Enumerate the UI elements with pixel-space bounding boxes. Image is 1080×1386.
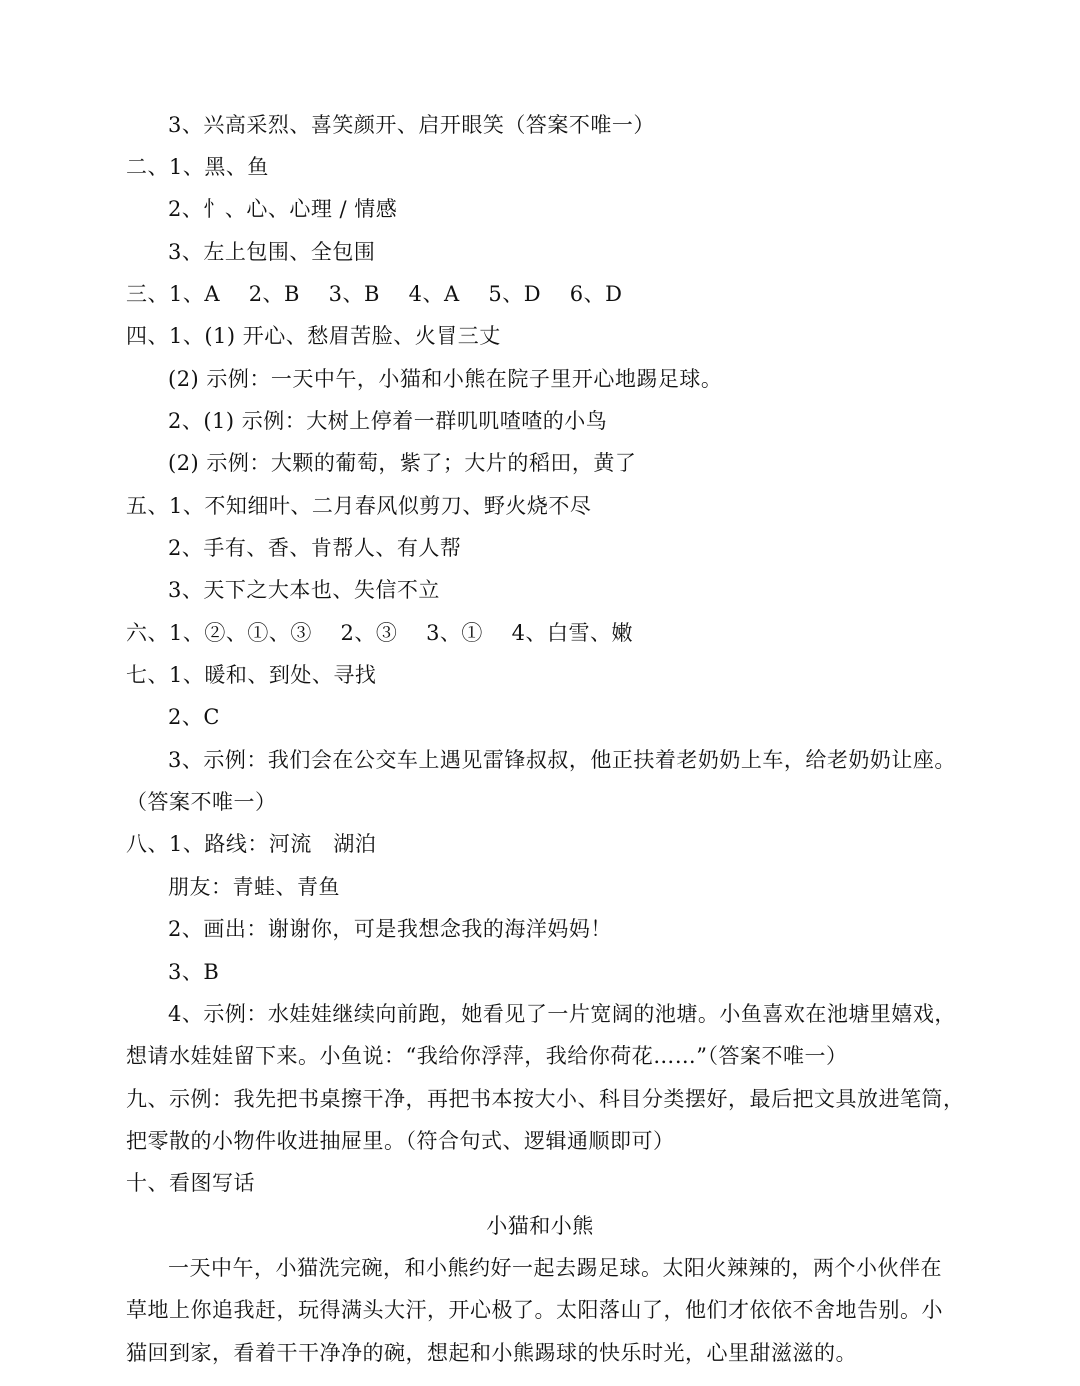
- answer-line: 想请水娃娃留下来。小鱼说：“我给你浮萍，我给你荷花……”（答案不唯一）: [126, 1044, 848, 1068]
- section-8-line: 八、1、路线：河流 湖泊: [126, 832, 377, 856]
- answer-line: (2) 示例：一天中午，小猫和小熊在院子里开心地踢足球。: [168, 367, 723, 391]
- answer-line: 2、画出：谢谢你，可是我想念我的海洋妈妈！: [168, 917, 612, 941]
- section-10-line: 十、看图写话: [126, 1171, 255, 1195]
- answer-line: 3、兴高采烈、喜笑颜开、启开眼笑（答案不唯一）: [168, 113, 655, 137]
- section-7-line: 七、1、暖和、到处、寻找: [126, 663, 377, 687]
- section-9-line: 九、示例：我先把书桌擦干净，再把书本按大小、科目分类摆好，最后把文具放进笔筒，: [126, 1087, 965, 1111]
- answer-line: 把零散的小物件收进抽屉里。（符合句式、逻辑通顺即可）: [126, 1129, 675, 1153]
- section-2-line: 二、1、黑、鱼: [126, 155, 269, 179]
- answer-line: （答案不唯一）: [126, 790, 277, 814]
- section-5-line: 五、1、不知细叶、二月春风似剪刀、野火烧不尽: [126, 494, 592, 518]
- essay-paragraph-line: 猫回到家，看着干干净净的碗，想起和小熊踢球的快乐时光，心里甜滋滋的。: [126, 1341, 857, 1365]
- section-4-line: 四、1、(1) 开心、愁眉苦脸、火冒三丈: [126, 324, 501, 348]
- section-6-line: 六、1、②、①、③ 2、③ 3、① 4、白雪、嫩: [126, 621, 633, 645]
- answer-line: 2、手有、香、肯帮人、有人帮: [168, 536, 462, 560]
- answer-line: (2) 示例：大颗的葡萄，紫了；大片的稻田，黄了: [168, 451, 637, 475]
- essay-paragraph-line: 一天中午，小猫洗完碗，和小熊约好一起去踢足球。太阳火辣辣的，两个小伙伴在: [168, 1256, 942, 1280]
- essay-paragraph-line: 草地上你追我赶，玩得满头大汗，开心极了。太阳落山了，他们才依依不舍地告别。小: [126, 1298, 943, 1322]
- essay-title: 小猫和小熊: [486, 1214, 594, 1238]
- answer-line: 2、C: [168, 705, 220, 729]
- answer-line: 朋友：青蛙、青鱼: [168, 875, 340, 899]
- answer-line: 3、示例：我们会在公交车上遇见雷锋叔叔，他正扶着老奶奶上车，给老奶奶让座。: [168, 748, 956, 772]
- answer-line: 3、左上包围、全包围: [168, 240, 376, 264]
- answer-line: 3、天下之大本也、失信不立: [168, 578, 440, 602]
- answer-line: 3、B: [168, 960, 220, 984]
- answer-line: 2、(1) 示例：大树上停着一群叽叽喳喳的小鸟: [168, 409, 608, 433]
- answer-line: 2、忄、心、心理 / 情感: [168, 197, 398, 221]
- section-3-line: 三、1、A 2、B 3、B 4、A 5、D 6、D: [126, 282, 623, 306]
- answer-line: 4、示例：水娃娃继续向前跑，她看见了一片宽阔的池塘。小鱼喜欢在池塘里嬉戏，: [168, 1002, 956, 1026]
